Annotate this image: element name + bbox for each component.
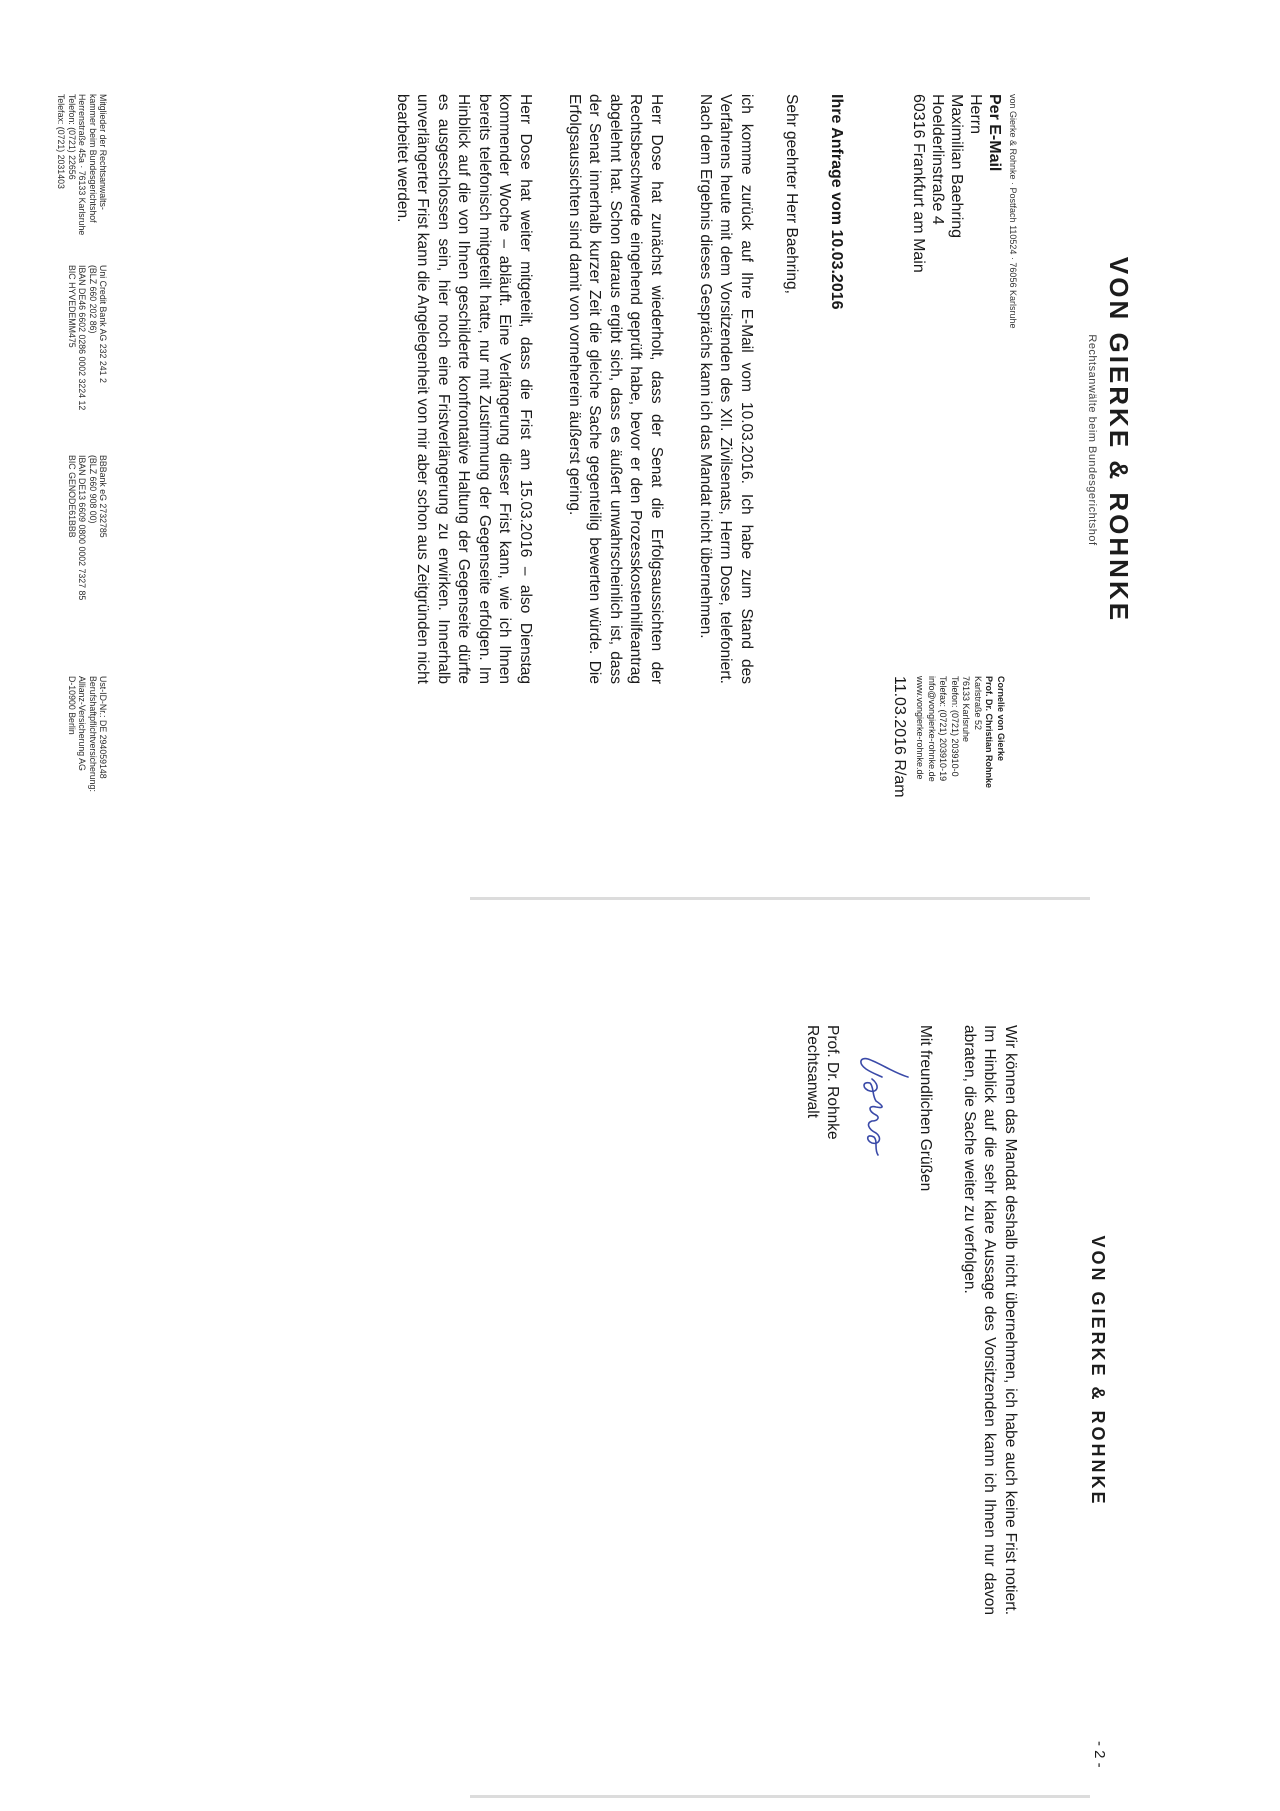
firm-letterhead-subtitle: Rechtsanwälte beim Bundesgerichtshof: [1086, 334, 1098, 546]
footer-line: Allianz-Versicherung AG: [77, 676, 88, 771]
footer-line: Ust-ID-Nr.: DE 294059148: [98, 676, 108, 779]
footer-line: Telefax: (0721) 2031403: [56, 94, 67, 189]
footer-line: kammer beim Bundesgerichtshof: [87, 94, 98, 223]
letter-page-1: [0, 0, 1280, 880]
letter-date-reference: 11.03.2016 R/am: [891, 676, 908, 798]
body-paragraph: Herr Dose hat zunächst wiederholt, dass der Senat die Erfolgsaussichten der Rechtsbeschwerde eingehend geprüft habe, bevor er den Prozesskostenhilfeantrag abgelehnt hat. Schon daraus ergibt sich, dass es äußert unwahrscheinlich ist, dass der Senat innerhalb kurzer Zeit die gleiche Sache gegenteilig bewerten würde. Die Erfolgsaussichten sind damit von vorneherein äußerst gering.: [566, 94, 665, 684]
footer-line: BIC HYVEDEMM475: [66, 265, 77, 348]
letter-page-2: [0, 931, 1280, 1811]
page-2-content: [0, 931, 1148, 1811]
salutation: Sehr geehrter Herr Baehring,: [783, 94, 800, 294]
recipient-line: Herrn: [967, 94, 984, 135]
footer-tax-insurance: [66, 676, 108, 856]
contact-line: Karlstraße 52: [973, 676, 983, 731]
footer-line: (BLZ 660 908 00): [87, 455, 98, 524]
footer-line: Telefon: (0721) 22656: [66, 94, 77, 180]
signature-stroke: [861, 1059, 908, 1077]
body-paragraph: ich komme zurück auf Ihre E-Mail vom 10.03.2016. Ich habe zum Stand des Verfahrens heute mit dem Vorsitzenden des XII. Zivilsenats, Herrn Dose, telefoniert. Nach dem Ergebnis dieses Gesprächs kann ich das Mandat nicht übernehmen.: [697, 94, 755, 684]
delivery-method: Per E-Mail: [986, 94, 1003, 172]
partner-name: Prof. Dr. Christian Rohnke: [984, 676, 995, 789]
page-1-content: [0, 0, 1148, 880]
contact-line: www.vongierke-rohnke.de: [915, 676, 926, 780]
footer-line: Herrenstraße 45a · 76133 Karlsruhe: [77, 94, 88, 236]
footer-bank-bbbank: [66, 455, 108, 655]
firm-contact-block: [914, 676, 1006, 788]
footer-line: BBBank eG 2732785: [98, 455, 108, 538]
footer-line: IBAN DE46 6602 0286 0002 3224 12: [77, 265, 88, 411]
footer-line: Berufshaftpflichtversicherung:: [87, 676, 98, 792]
contact-line: 76133 Karlsruhe: [961, 676, 972, 743]
contact-line: Telefax: (0721) 203910-19: [938, 676, 949, 782]
footer-line: Mitglieder der Rechtsanwalts-: [98, 94, 108, 210]
firm-letterhead-title: VON GIERKE & ROHNKE: [1088, 1235, 1108, 1507]
recipient-line: 60316 Frankfurt am Main: [910, 94, 927, 273]
footer-line: BIC GENODE61BBB: [66, 455, 77, 538]
contact-line: info@vongierke-rohnke.de: [927, 676, 937, 782]
body-paragraph: Wir können das Mandat deshalb nicht übernehmen, ich habe auch keine Frist notiert. Im Hinblick auf die sehr klare Aussage des Vorsitzenden kann ich Ihnen nur davon abraten, die Sache weiter zu verfolgen.: [961, 1025, 1019, 1615]
letter-subject: Ihre Anfrage vom 10.03.2016: [828, 94, 845, 310]
footer-membership: [56, 94, 108, 254]
footer-bank-unicredit: [66, 265, 108, 435]
page-separator: [470, 897, 1090, 900]
closing-greeting: Mit freundlichen Grüßen: [917, 1025, 934, 1192]
signature-stroke: [864, 1079, 882, 1155]
recipient-line: Maximilian Baehring: [948, 94, 965, 239]
footer-line: Uni Credit Bank AG 232 241 2: [98, 265, 108, 383]
footer-line: D-10900 Berlin: [66, 676, 77, 735]
handwritten-signature: [844, 1051, 912, 1159]
signer-name: Prof. Dr. Rohnke: [824, 1025, 841, 1140]
sender-return-address: von Gierke & Rohnke · Postfach 110524 · 76056 Karlsruhe: [1008, 94, 1018, 329]
page-separator: [470, 1795, 1090, 1798]
firm-letterhead-title: VON GIERKE & ROHNKE: [1104, 256, 1134, 624]
signer-title: Rechtsanwalt: [804, 1025, 821, 1119]
recipient-line: Hoelderlinstraße 4: [929, 94, 946, 225]
footer-line: (BLZ 660 202 86): [87, 265, 98, 334]
contact-line: Telefon: (0721) 203910-0: [950, 676, 960, 777]
page-number: - 2 -: [1091, 1741, 1108, 1768]
footer-line: IBAN DE13 6609 0800 0002 7327 85: [77, 455, 88, 601]
recipient-address-block: [909, 94, 1004, 273]
partner-name: Cornelie von Gierke: [996, 676, 1006, 762]
body-paragraph: Herr Dose hat weiter mitgeteilt, dass die Frist am 15.03.2016 – also Dienstag kommender Woche – abläuft. Eine Verlängerung dieser Frist kann, wie ich Ihnen bereits telefonisch mitgeteilt hatte, nur mit Zustimmung der Gegenseite erfolgen. Im Hinblick auf die von Ihnen geschilderte konfrontative Haltung der Gegenseite dürfte es ausgeschlossen sein, hier noch eine Fristverlängerung zu erwirken. Innerhalb unverlängerter Frist kann die Angelegenheit von mir aber schon aus Zeitgründen nicht bearbeitet werden.: [394, 94, 534, 684]
